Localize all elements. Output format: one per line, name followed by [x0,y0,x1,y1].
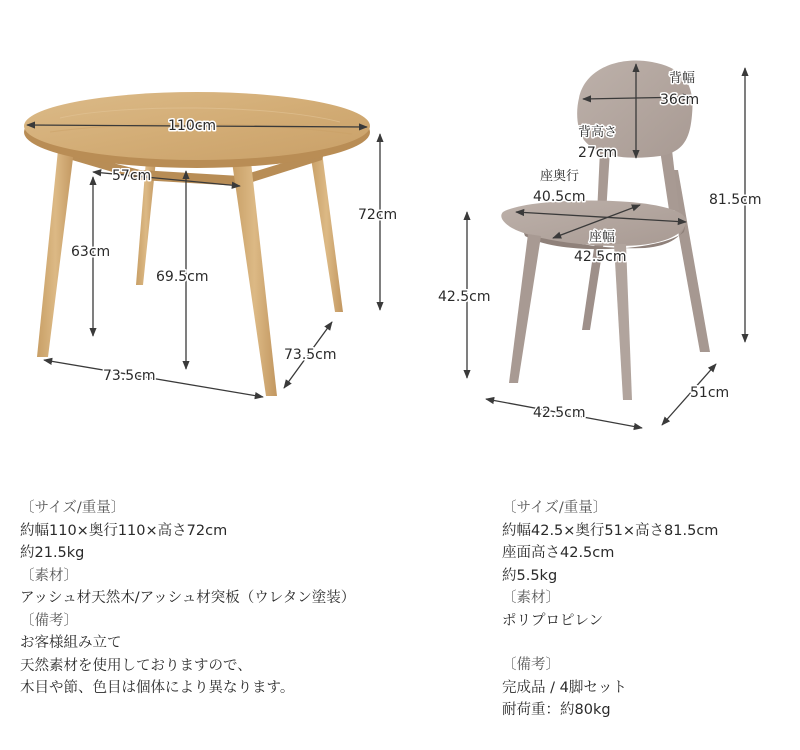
label-chair-depth: 51cm [690,385,730,401]
label-seat-height: 42.5cm [438,289,491,305]
label-seat-depth-title: 座奥行 [540,169,580,184]
chair-leg-front-right [614,244,632,400]
label-seat-width: 42.5cm [574,249,627,265]
label-leg-span-inner: 57cm [112,168,152,184]
label-table-height: 72cm [358,207,398,223]
label-back-height-title: 背高さ [578,125,618,140]
label-leg-span-depth: 73.5cm [284,347,337,363]
label-inner-height: 69.5cm [156,269,209,285]
label-table-width: 110cm [168,118,217,134]
label-chair-width: 42.5cm [533,405,586,421]
table-note-line: お客様組み立て [20,635,122,651]
table-material-line: アッシュ材天然木/アッシュ材突板（ウレタン塗装） [20,590,356,606]
label-seat-depth: 40.5cm [533,189,586,205]
label-seat-width-title: 座幅 [589,230,616,245]
table-notes-heading: 〔備考〕 [20,612,78,629]
table-leg-front-right [232,162,277,396]
spacer [502,632,792,654]
label-leg-span-width: 73.5cm [103,368,156,384]
label-total-height: 81.5cm [709,192,762,208]
chair-seat-height-line: 座面高さ42.5cm [502,545,615,561]
table-spec-block [20,497,460,700]
chair-weight-line: 約5.5kg [502,567,558,584]
table-size-heading: 〔サイズ/重量〕 [20,500,126,516]
table-material-heading: 〔素材〕 [20,567,78,584]
chair-note-line: 完成品 / 4脚セット [502,679,627,696]
label-under-clearance: 63cm [71,244,111,260]
label-back-width-title: 背幅 [669,71,696,86]
table-leg-front-left [37,150,74,357]
chair-leg-front-left [509,234,541,383]
table-note-line: 木目や節、色目は個体により異なります。 [20,680,295,696]
label-back-width: 36cm [660,92,700,108]
table-weight-line: 約21.5kg [20,545,85,561]
table-note-line: 天然素材を使用しておりますので、 [20,657,252,674]
table-size-line: 約幅110×奥行110×高さ72cm [20,522,228,539]
chair-note-line: 耐荷重：約80kg [502,702,611,718]
table-leg-back-right [310,152,343,312]
chair-size-heading: 〔サイズ/重量〕 [502,500,608,516]
label-back-height: 27cm [578,145,618,161]
chair-material-line: ポリプロピレン [502,612,604,629]
chair-notes-heading: 〔備考〕 [502,657,560,673]
chair-size-line: 約幅42.5×奥行51×高さ81.5cm [502,522,719,539]
chair-material-heading: 〔素材〕 [502,590,560,606]
chair-spec-block [502,497,792,722]
